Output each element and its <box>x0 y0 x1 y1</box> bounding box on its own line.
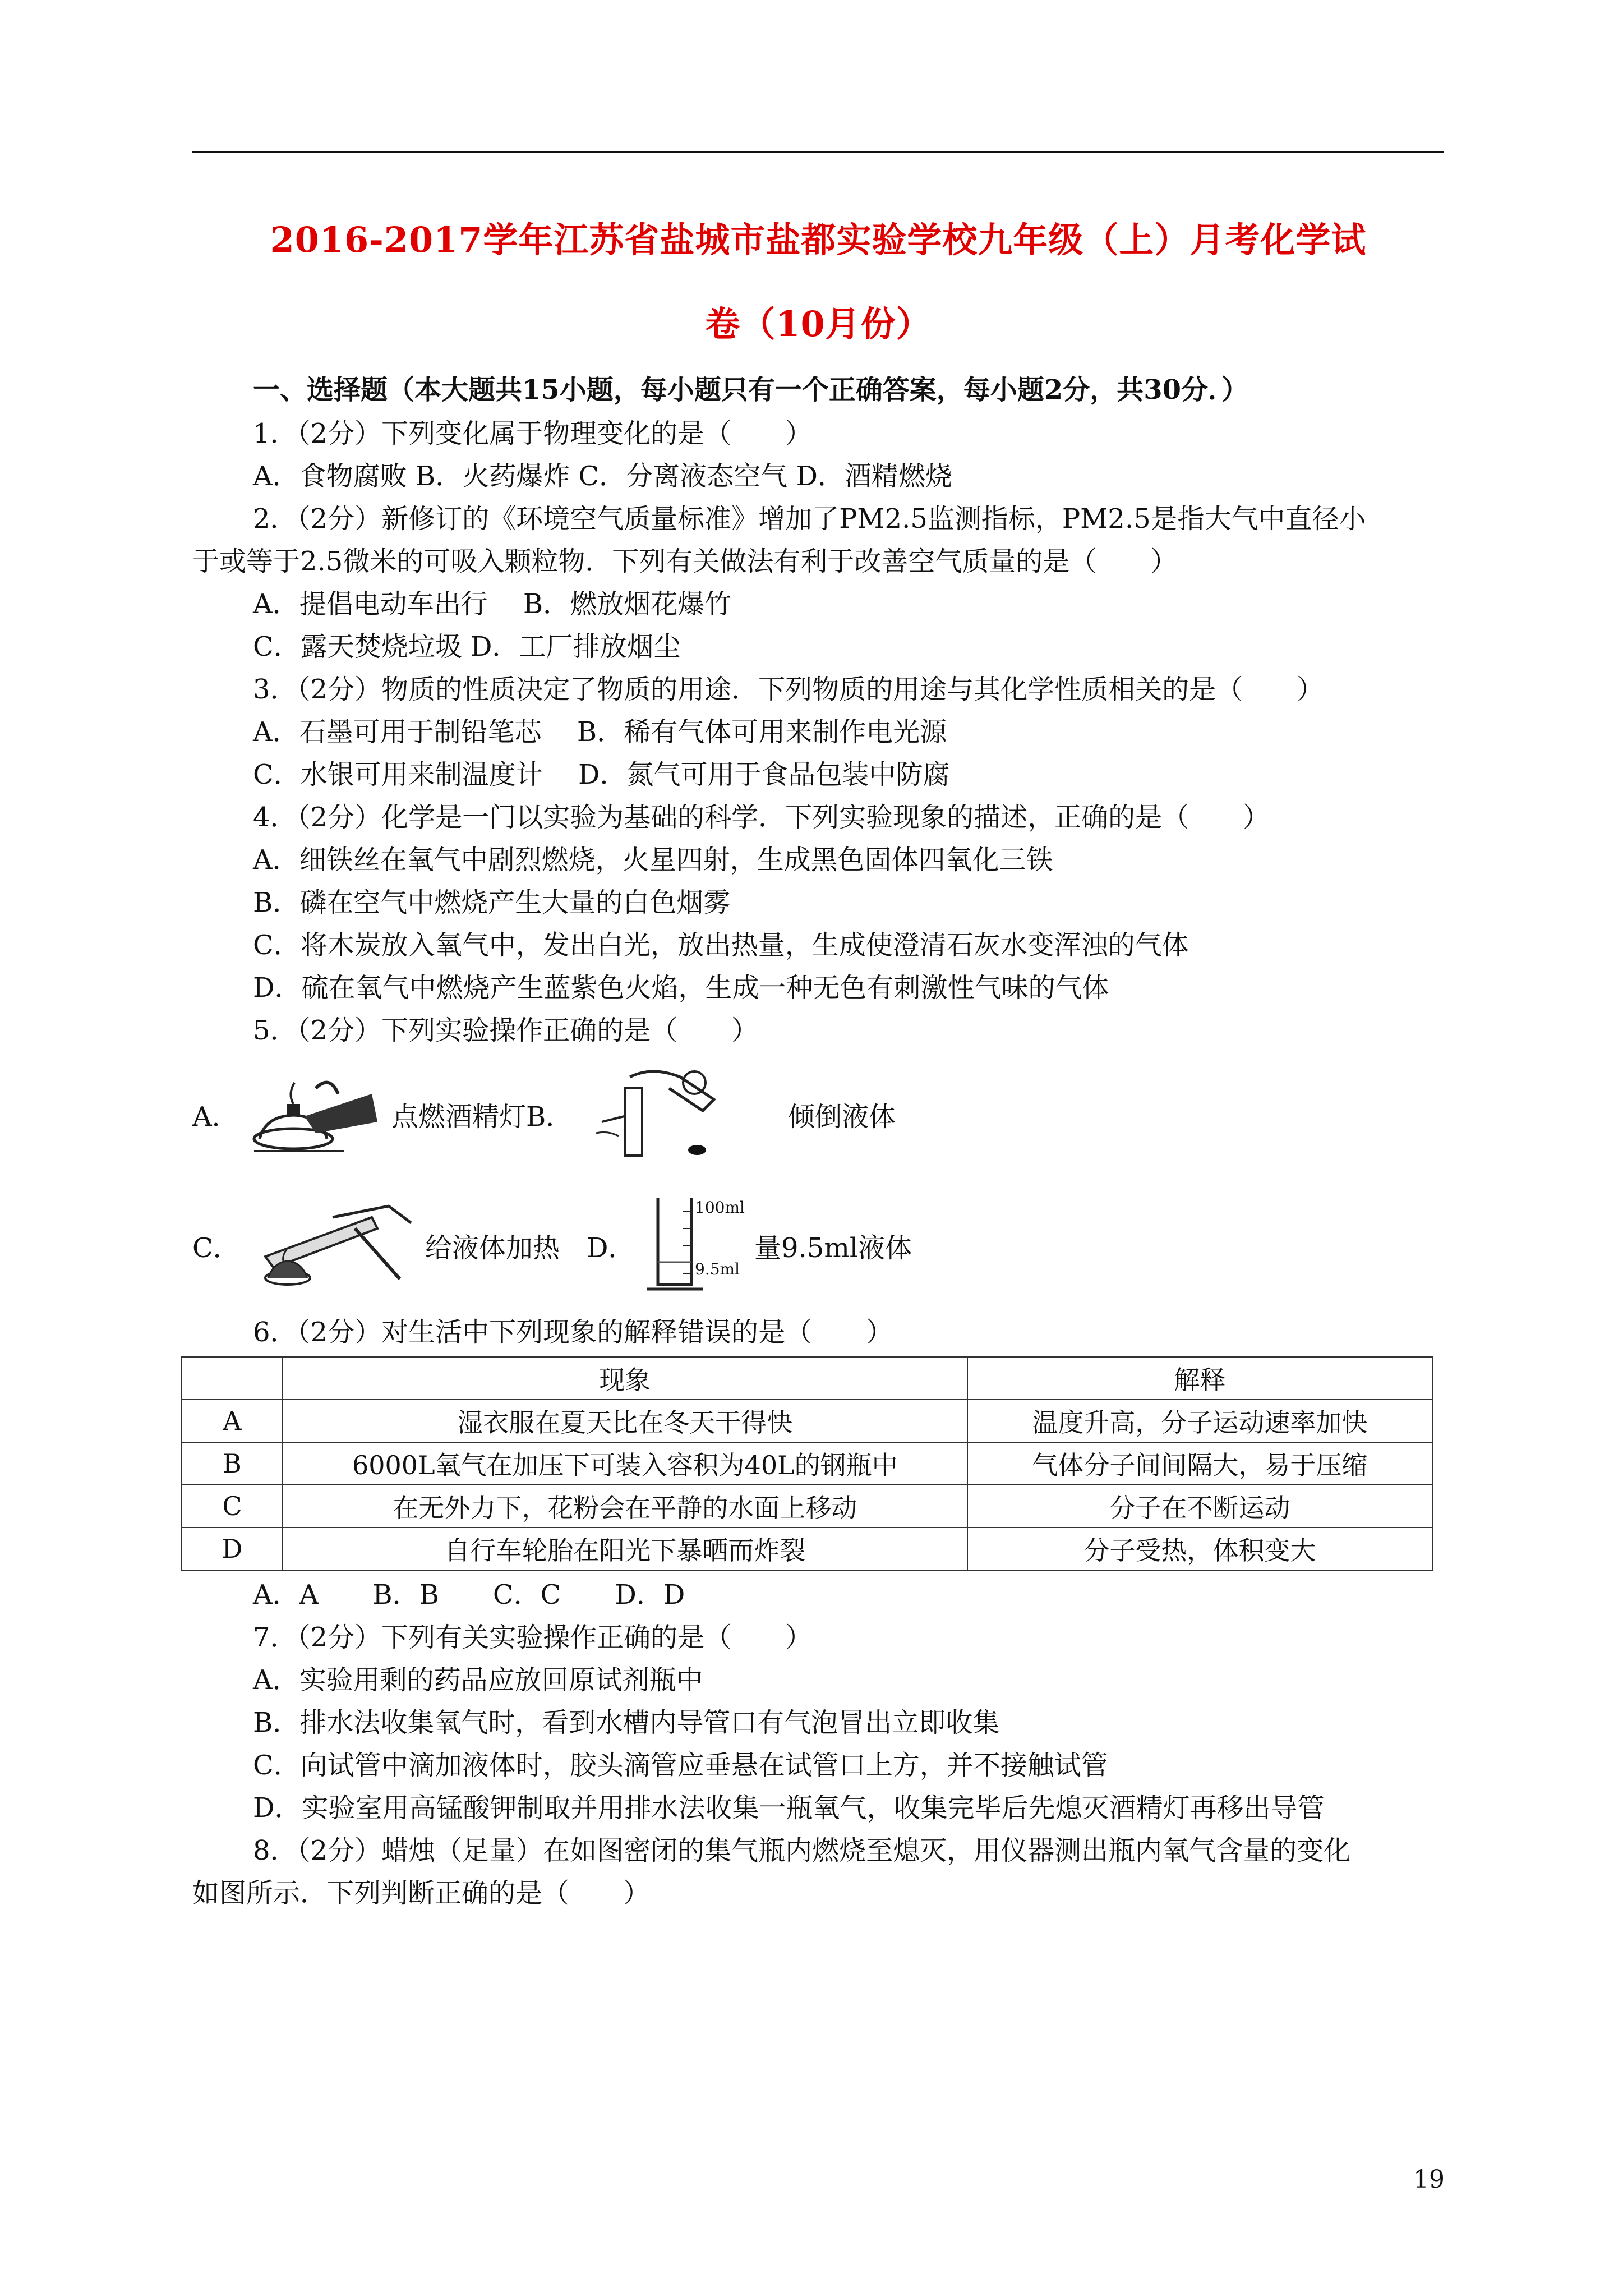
q1-stem: 1．（2分）下列变化属于物理变化的是（ ） <box>253 418 813 449</box>
q6-options: A．A B．B C．C D．D <box>253 1579 685 1611</box>
exam-title-line1: 2016-2017学年江苏省盐城市盐都实验学校九年级（上）月考化学试 <box>270 219 1367 260</box>
q5-stem: 5．（2分）下列实验操作正确的是（ ） <box>253 1015 759 1046</box>
q3-stem: 3．（2分）物质的性质决定了物质的用途．下列物质的用途与其化学性质相关的是（ ） <box>253 674 1324 705</box>
header-rule <box>192 151 1444 153</box>
table-cell: C <box>182 1485 283 1527</box>
q5-c-text: 给液体加热 D． <box>425 1232 635 1264</box>
q8-stem-line2: 如图所示．下列判断正确的是（ ） <box>192 1878 651 1909</box>
table-row <box>182 1485 1432 1527</box>
table-header-cell: 现象 <box>283 1357 967 1400</box>
q5-d-text: 量9.5ml液体 <box>754 1232 912 1264</box>
exam-title-line2: 卷（10月份） <box>705 303 932 344</box>
table-header-cell: 解释 <box>967 1357 1432 1400</box>
table-header-row <box>182 1357 1432 1400</box>
q5-a-letter: A． <box>192 1101 239 1133</box>
heating-liquid-figure <box>243 1195 422 1290</box>
table-cell: 气体分子间间隔大，易于压缩 <box>967 1442 1432 1485</box>
q4-option-c: C．将木炭放入氧气中，发出白光，放出热量，生成使澄清石灰水变浑浊的气体 <box>253 930 1189 961</box>
table-cell: 温度升高，分子运动速率加快 <box>967 1400 1432 1442</box>
table-cell: B <box>182 1442 283 1485</box>
q8-stem-line1: 8．（2分）蜡烛（足量）在如图密闭的集气瓶内燃烧至熄灭，用仪器测出瓶内氧气含量的变化 <box>253 1835 1351 1866</box>
q1-options: A．食物腐败 B．火药爆炸 C．分离液态空气 D．酒精燃烧 <box>253 461 952 492</box>
table-cell: 自行车轮胎在阳光下暴晒而炸裂 <box>283 1527 967 1570</box>
table-cell: 分子在不断运动 <box>967 1485 1432 1527</box>
pouring-liquid-figure <box>585 1066 753 1161</box>
q5-b-text: 倾倒液体 <box>788 1101 896 1133</box>
q3-options-line1: A．石墨可用于制铅笔芯 B．稀有气体可用来制作电光源 <box>253 716 947 748</box>
q2-options-line2: C．露天焚烧垃圾 D．工厂排放烟尘 <box>253 631 681 662</box>
section-heading: 一、选择题（本大题共15小题，每小题只有一个正确答案，每小题2分，共30分．） <box>253 374 1248 406</box>
table-row <box>182 1527 1432 1570</box>
q5-figure-row-cd <box>192 1195 1444 1296</box>
table-cell: 湿衣服在夏天比在冬天干得快 <box>283 1400 967 1442</box>
table-row <box>182 1442 1432 1485</box>
table-row <box>182 1400 1432 1442</box>
q7-option-a: A．实验用剩的药品应放回原试剂瓶中 <box>253 1664 703 1696</box>
q5-a-text: 点燃酒精灯B． <box>391 1101 573 1133</box>
q6-table <box>181 1356 1433 1571</box>
cylinder-top-label: 100ml <box>695 1198 745 1217</box>
table-cell: D <box>182 1527 283 1570</box>
q2-options-line1: A．提倡电动车出行 B．燃放烟花爆竹 <box>253 588 732 620</box>
q4-stem: 4．（2分）化学是一门以实验为基础的科学．下列实验现象的描述，正确的是（ ） <box>253 802 1270 833</box>
page-number: 19 <box>1413 2165 1445 2194</box>
q6-stem: 6．（2分）对生活中下列现象的解释错误的是（ ） <box>253 1317 893 1348</box>
graduated-cylinder-figure <box>641 1189 770 1296</box>
q3-options-line2: C．水银可用来制温度计 D．氮气可用于食品包装中防腐 <box>253 759 950 790</box>
lighting-alcohol-lamp-figure <box>232 1071 389 1161</box>
q2-stem-line1: 2．（2分）新修订的《环境空气质量标准》增加了PM2.5监测指标，PM2.5是指大气中直径小 <box>253 503 1366 535</box>
table-cell: 6000L氧气在加压下可装入容积为40L的钢瓶中 <box>283 1442 967 1485</box>
q4-option-b: B．磷在空气中燃烧产生大量的白色烟雾 <box>253 887 731 918</box>
q7-option-c: C．向试管中滴加液体时，胶头滴管应垂悬在试管口上方，并不接触试管 <box>253 1750 1108 1781</box>
q2-stem-line2: 于或等于2.5微米的可吸入颗粒物．下列有关做法有利于改善空气质量的是（ ） <box>192 546 1178 577</box>
table-cell: 在无外力下，花粉会在平静的水面上移动 <box>283 1485 967 1527</box>
table-cell: 分子受热，体积变大 <box>967 1527 1432 1570</box>
q5-c-letter: C． <box>192 1232 240 1264</box>
q7-stem: 7．（2分）下列有关实验操作正确的是（ ） <box>253 1622 813 1653</box>
q4-option-a: A．细铁丝在氧气中剧烈燃烧，火星四射，生成黑色固体四氧化三铁 <box>253 844 1053 876</box>
table-header-cell <box>182 1357 283 1400</box>
q7-option-b: B．排水法收集氧气时，看到水槽内导管口有气泡冒出立即收集 <box>253 1707 1000 1738</box>
q4-option-d: D．硫在氧气中燃烧产生蓝紫色火焰，生成一种无色有刺激性气味的气体 <box>253 972 1109 1004</box>
q5-figure-row-ab <box>192 1066 1444 1167</box>
table-cell: A <box>182 1400 283 1442</box>
q7-option-d: D．实验室用高锰酸钾制取并用排水法收集一瓶氧气，收集完毕后先熄灭酒精灯再移出导管 <box>253 1792 1325 1824</box>
cylinder-bottom-label: 9.5ml <box>695 1260 740 1278</box>
